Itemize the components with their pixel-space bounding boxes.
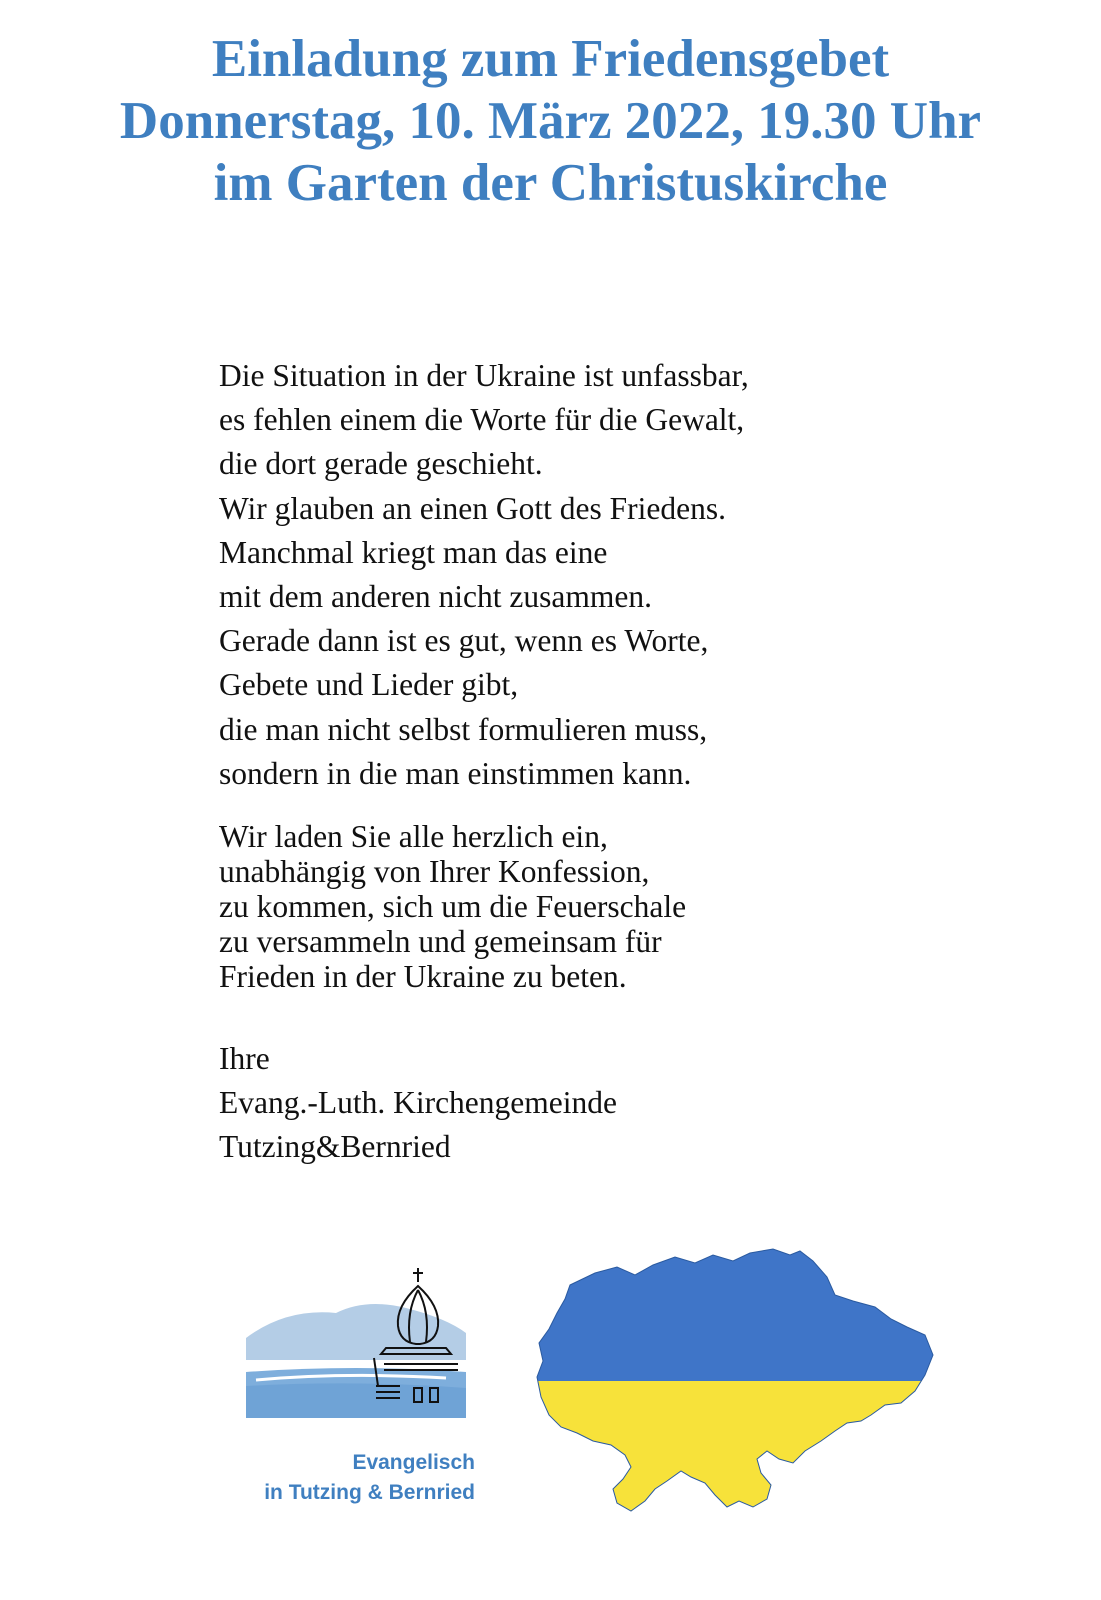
text-line: Wir glauben an einen Gott des Friedens. bbox=[219, 490, 726, 526]
text-line: zu versammeln und gemeinsam für bbox=[219, 924, 662, 959]
text-line: Manchmal kriegt man das eine bbox=[219, 534, 608, 570]
paragraph-invitation bbox=[219, 819, 919, 994]
text-line: Wir laden Sie alle herzlich ein, bbox=[219, 819, 608, 854]
logo-caption-line-1: Evangelisch bbox=[352, 1451, 475, 1474]
text-line: mit dem anderen nicht zusammen. bbox=[219, 579, 652, 615]
logo-caption-line-2: in Tutzing & Bernried bbox=[264, 1481, 475, 1504]
text-line: die dort gerade geschieht. bbox=[219, 446, 543, 482]
text-line: die man nicht selbst formulieren muss, bbox=[219, 711, 708, 747]
text-line: sondern in die man einstimmen kann. bbox=[219, 755, 692, 791]
page-title bbox=[0, 28, 1101, 214]
title-line-2: Donnerstag, 10. März 2022, 19.30 Uhr bbox=[119, 92, 982, 150]
logo-caption bbox=[230, 1448, 475, 1508]
ukraine-flag-map-icon bbox=[535, 1245, 935, 1520]
title-line-3: im Garten der Christuskirche bbox=[213, 154, 888, 212]
text-line: Die Situation in der Ukraine ist unfassbar, bbox=[219, 358, 749, 393]
signature-line: Tutzing&Bernried bbox=[219, 1129, 451, 1164]
signature bbox=[219, 1037, 919, 1169]
text-line: unabhängig von Ihrer Konfession, bbox=[219, 854, 650, 889]
signature-line: Ihre bbox=[219, 1041, 270, 1076]
signature-line: Evang.-Luth. Kirchengemeinde bbox=[219, 1085, 617, 1120]
text-line: zu kommen, sich um die Feuerschale bbox=[219, 889, 687, 924]
text-line: es fehlen einem die Worte für die Gewalt, bbox=[219, 402, 745, 438]
text-line: Gerade dann ist es gut, wenn es Worte, bbox=[219, 623, 709, 659]
title-line-1: Einladung zum Friedensgebet bbox=[211, 30, 890, 88]
paragraph-situation bbox=[219, 354, 919, 796]
text-line: Gebete und Lieder gibt, bbox=[219, 667, 519, 703]
church-lake-logo-icon bbox=[246, 1268, 486, 1438]
text-line: Frieden in der Ukraine zu beten. bbox=[219, 959, 627, 994]
